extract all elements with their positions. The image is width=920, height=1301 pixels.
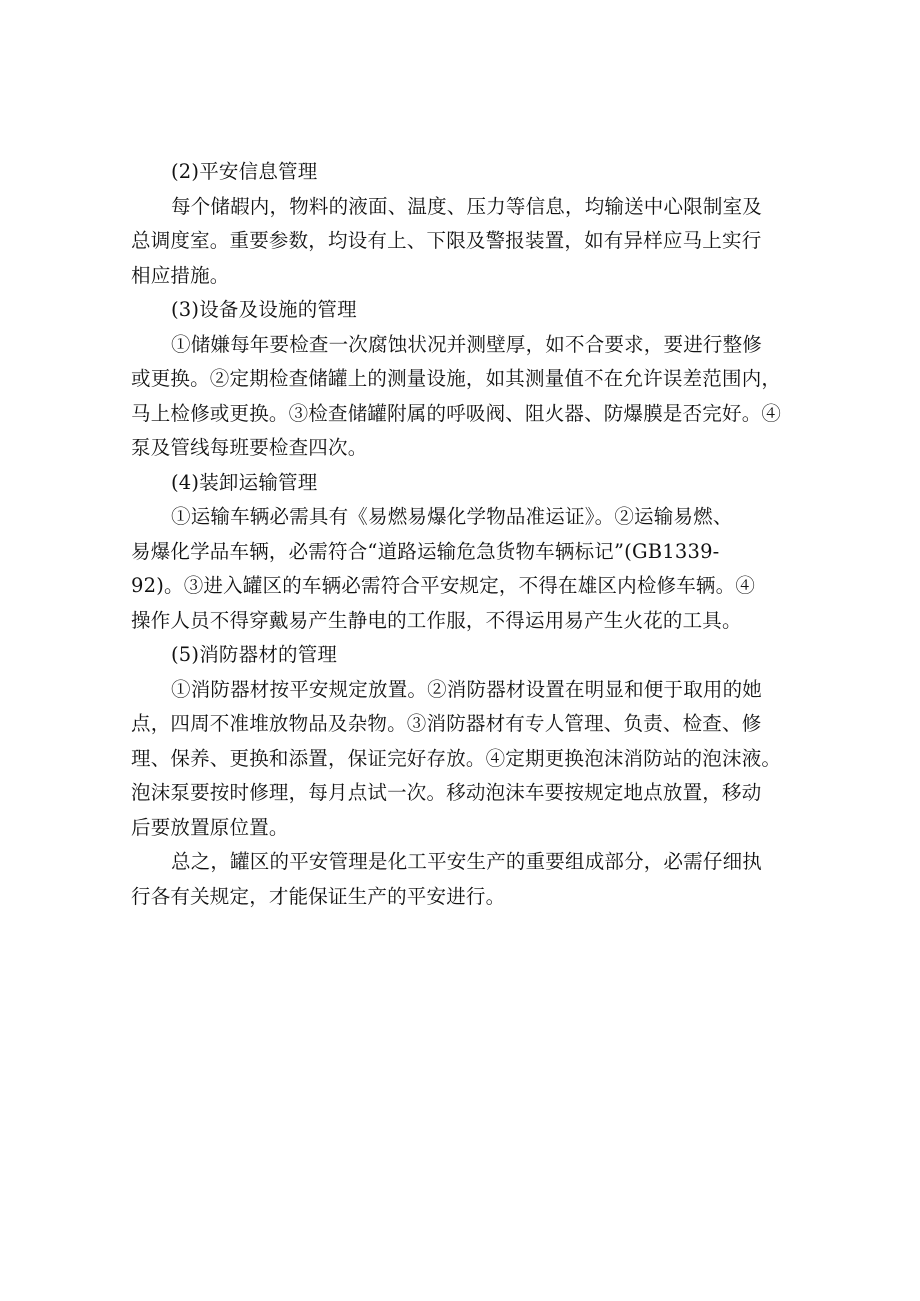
paragraph-line: 92)。③进入罐区的车辆必需符合平安规定，不得在雄区内检修车辆。④ <box>131 574 756 597</box>
section-heading: (2)平安信息管理 <box>171 160 318 183</box>
section-heading: (5)消防器材的管理 <box>171 643 338 666</box>
paragraph-line: 点，四周不准堆放物品及杂物。③消防器材有专人管理、负责、检查、修 <box>131 712 762 735</box>
section-heading: (4)装卸运输管理 <box>171 470 318 494</box>
paragraph-line: 马上检修或更换。③检查储罐附属的呼吸阀、阻火器、防爆膜是否完好。④ <box>131 401 782 425</box>
paragraph-line: ①运输车辆必需具有《易燃易爆化学物品准运证》。②运输易燃、 <box>171 505 733 528</box>
paragraph-line: 后要放置原位置。 <box>131 815 289 839</box>
paragraph-line: 每个储嘏内，物料的液面、温度、压力等信息，均输送中心限制室及 <box>171 194 763 218</box>
section-heading: (3)设备及设施的管理 <box>171 298 357 321</box>
document-body <box>131 155 796 914</box>
paragraph-line: 操作人员不得穿戴易产生静电的工作服，不得运用易产生火花的工具。 <box>131 608 742 632</box>
paragraph-line: 泵及管线每班要检查四次。 <box>131 436 368 459</box>
paragraph-line: 泡沫泵要按时修理，每月点试一次。移动泡沫车要按规定地点放置，移动 <box>131 781 762 804</box>
paragraph-line: ①消防器材按平安规定放置。②消防器材设置在明显和便于取用的她 <box>171 677 763 701</box>
paragraph-line: 易爆化学品车辆，必需符合“道路运输危急货物车辆标记”(GB1339- <box>131 539 720 563</box>
paragraph-line: 理、保养、更换和添置，保证完好存放。④定期更换泡沫消防站的泡沫液。 <box>131 746 782 770</box>
conclusion-line: 总之，罐区的平安管理是化工平安生产的重要组成部分，必需仔细执 <box>171 850 763 873</box>
paragraph-line: 或更换。②定期检查储罐上的测量设施，如其测量值不在允许误差范围内， <box>131 367 782 390</box>
conclusion-line: 行各有关规定，才能保证生产的平安进行。 <box>131 884 506 908</box>
paragraph-line: 相应措施。 <box>131 263 230 287</box>
paragraph-line: 总调度室。重要参数，均设有上、下限及警报装置，如有异样应马上实行 <box>131 229 762 252</box>
paragraph-line: ①储嫌每年要检查一次腐蚀状况并测壁厚，如不合要求，要进行整修 <box>171 332 763 356</box>
